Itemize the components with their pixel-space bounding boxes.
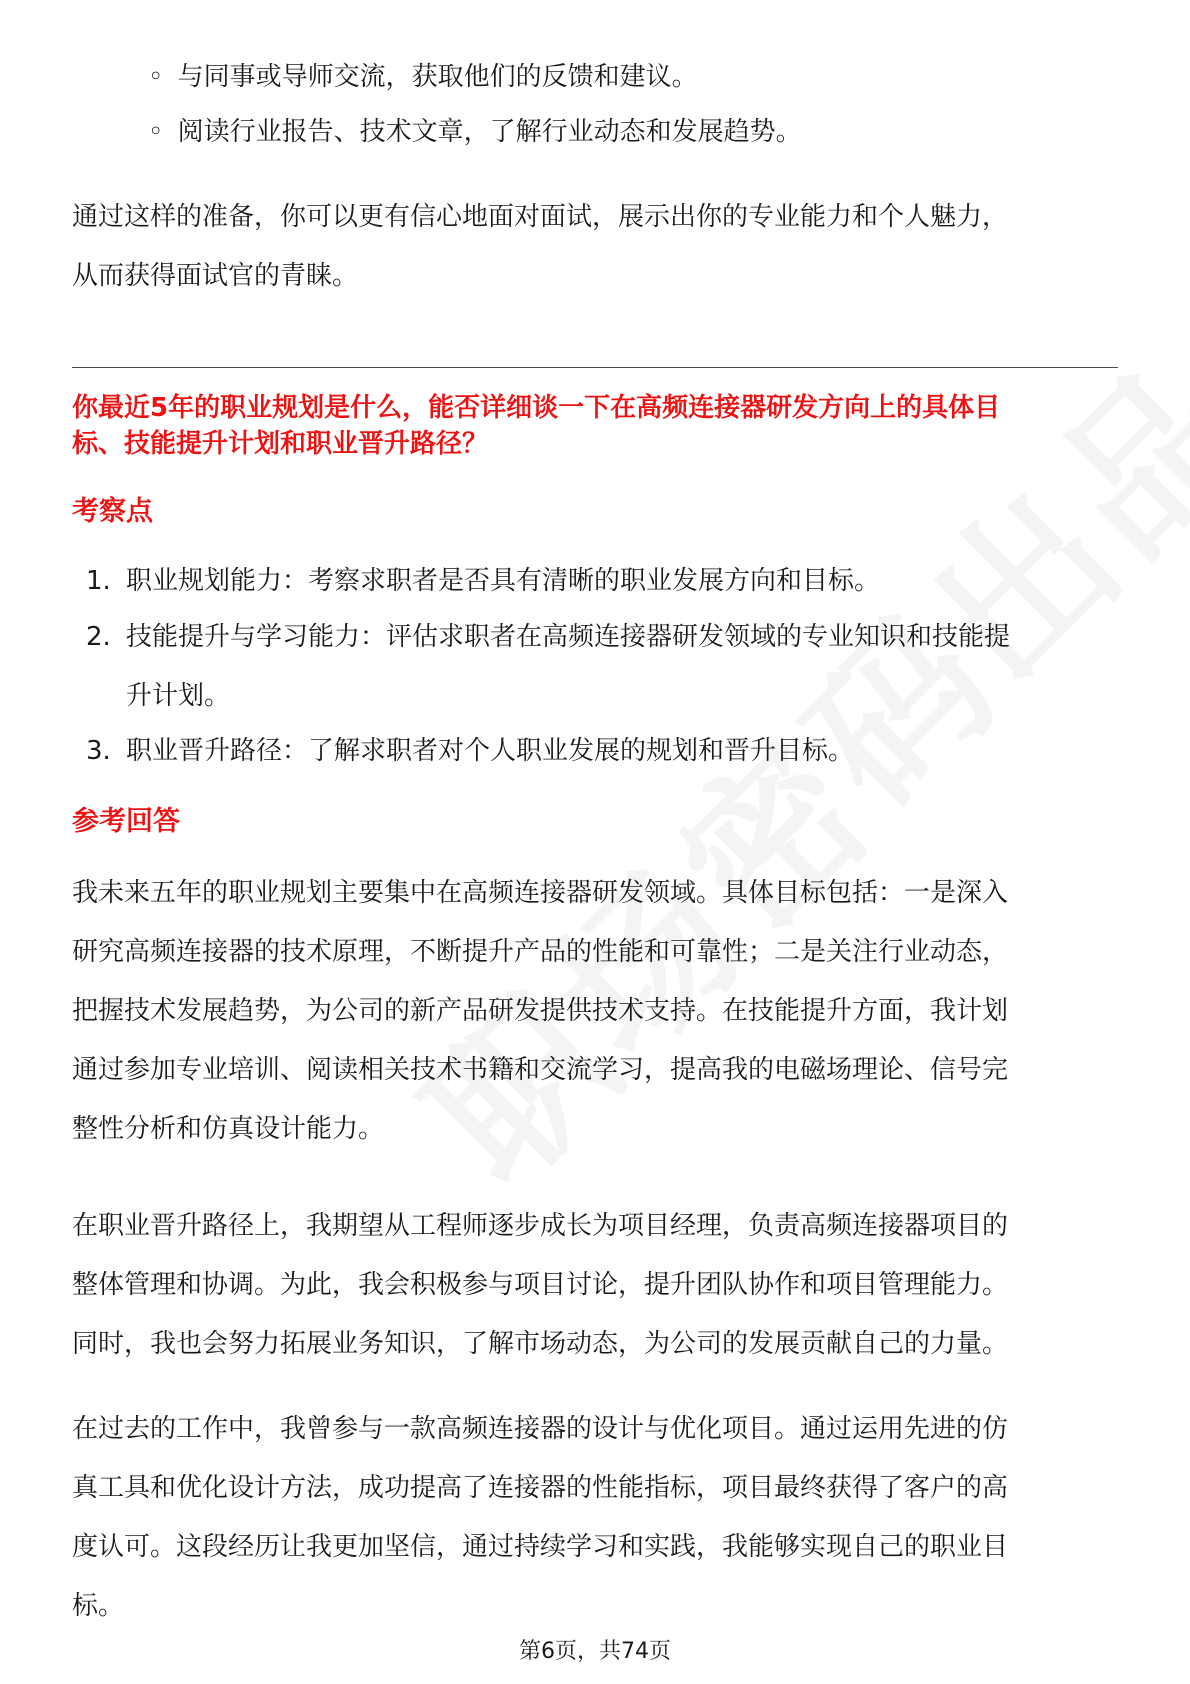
assessment-heading: 考察点 bbox=[72, 496, 153, 527]
paragraph-line: 真工具和优化设计方法，成功提高了连接器的性能指标，项目最终获得了客户的高 bbox=[72, 1473, 1009, 1503]
paragraph-line: 度认可。这段经历让我更加坚信，通过持续学习和实践，我能够实现自己的职业目 bbox=[72, 1532, 1009, 1562]
paragraph-line: 标。 bbox=[72, 1591, 125, 1621]
question-line: 标、技能提升计划和职业晋升路径？ bbox=[72, 429, 489, 459]
bullet-text: 与同事或导师交流，获取他们的反馈和建议。 bbox=[177, 62, 698, 92]
paragraph-line: 我未来五年的职业规划主要集中在高频连接器研发领域。具体目标包括：一是深入 bbox=[72, 878, 1009, 908]
page-footer: 第6页，共74页 bbox=[519, 1639, 671, 1664]
paragraph-line: 从而获得面试官的青睐。 bbox=[72, 261, 359, 291]
paragraph-line: 研究高频连接器的技术原理，不断提升产品的性能和可靠性；二是关注行业动态， bbox=[72, 937, 1009, 967]
bullet-text: 阅读行业报告、技术文章，了解行业动态和发展趋势。 bbox=[177, 117, 802, 147]
paragraph-line: 通过这样的准备，你可以更有信心地面对面试，展示出你的专业能力和个人魅力， bbox=[72, 202, 1009, 232]
paragraph-line: 整体管理和协调。为此，我会积极参与项目讨论，提升团队协作和项目管理能力。 bbox=[72, 1270, 1009, 1300]
paragraph-line: 在过去的工作中，我曾参与一款高频连接器的设计与优化项目。通过运用先进的仿 bbox=[72, 1414, 1009, 1444]
section-divider bbox=[72, 367, 1118, 368]
list-item bbox=[148, 57, 698, 97]
list-number: 3. bbox=[86, 736, 111, 766]
paragraph-line: 把握技术发展趋势，为公司的新产品研发提供技术支持。在技能提升方面，我计划 bbox=[72, 996, 1009, 1026]
paragraph-line: 同时，我也会努力拓展业务知识，了解市场动态，为公司的发展贡献自己的力量。 bbox=[72, 1329, 1009, 1359]
list-item-text: 职业晋升路径：了解求职者对个人职业发展的规划和晋升目标。 bbox=[126, 736, 855, 766]
answer-heading: 参考回答 bbox=[72, 806, 180, 837]
paragraph-line: 整性分析和仿真设计能力。 bbox=[72, 1114, 385, 1144]
answer-paragraph bbox=[72, 1400, 1122, 1636]
list-number: 1. bbox=[86, 566, 111, 596]
interview-question bbox=[72, 390, 1122, 462]
list-item-text: 技能提升与学习能力：评估求职者在高频连接器研发领域的专业知识和技能提 bbox=[126, 622, 1011, 652]
paragraph-line: 通过参加专业培训、阅读相关技术书籍和交流学习，提高我的电磁场理论、信号完 bbox=[72, 1055, 1009, 1085]
paragraph-line: 在职业晋升路径上，我期望从工程师逐步成长为项目经理，负责高频连接器项目的 bbox=[72, 1211, 1009, 1241]
bullet-marker: ◦ bbox=[148, 62, 164, 92]
answer-paragraph bbox=[72, 864, 1122, 1159]
bullet-marker: ◦ bbox=[148, 117, 164, 147]
conclusion-paragraph bbox=[72, 188, 1122, 306]
list-number: 2. bbox=[86, 622, 111, 652]
list-item bbox=[148, 112, 802, 152]
question-line: 你最近5年的职业规划是什么，能否详细谈一下在高频连接器研发方向上的具体目 bbox=[72, 393, 1001, 423]
list-item-text: 职业规划能力：考察求职者是否具有清晰的职业发展方向和目标。 bbox=[126, 566, 881, 596]
answer-paragraph bbox=[72, 1197, 1122, 1374]
list-item-text: 升计划。 bbox=[126, 681, 231, 711]
